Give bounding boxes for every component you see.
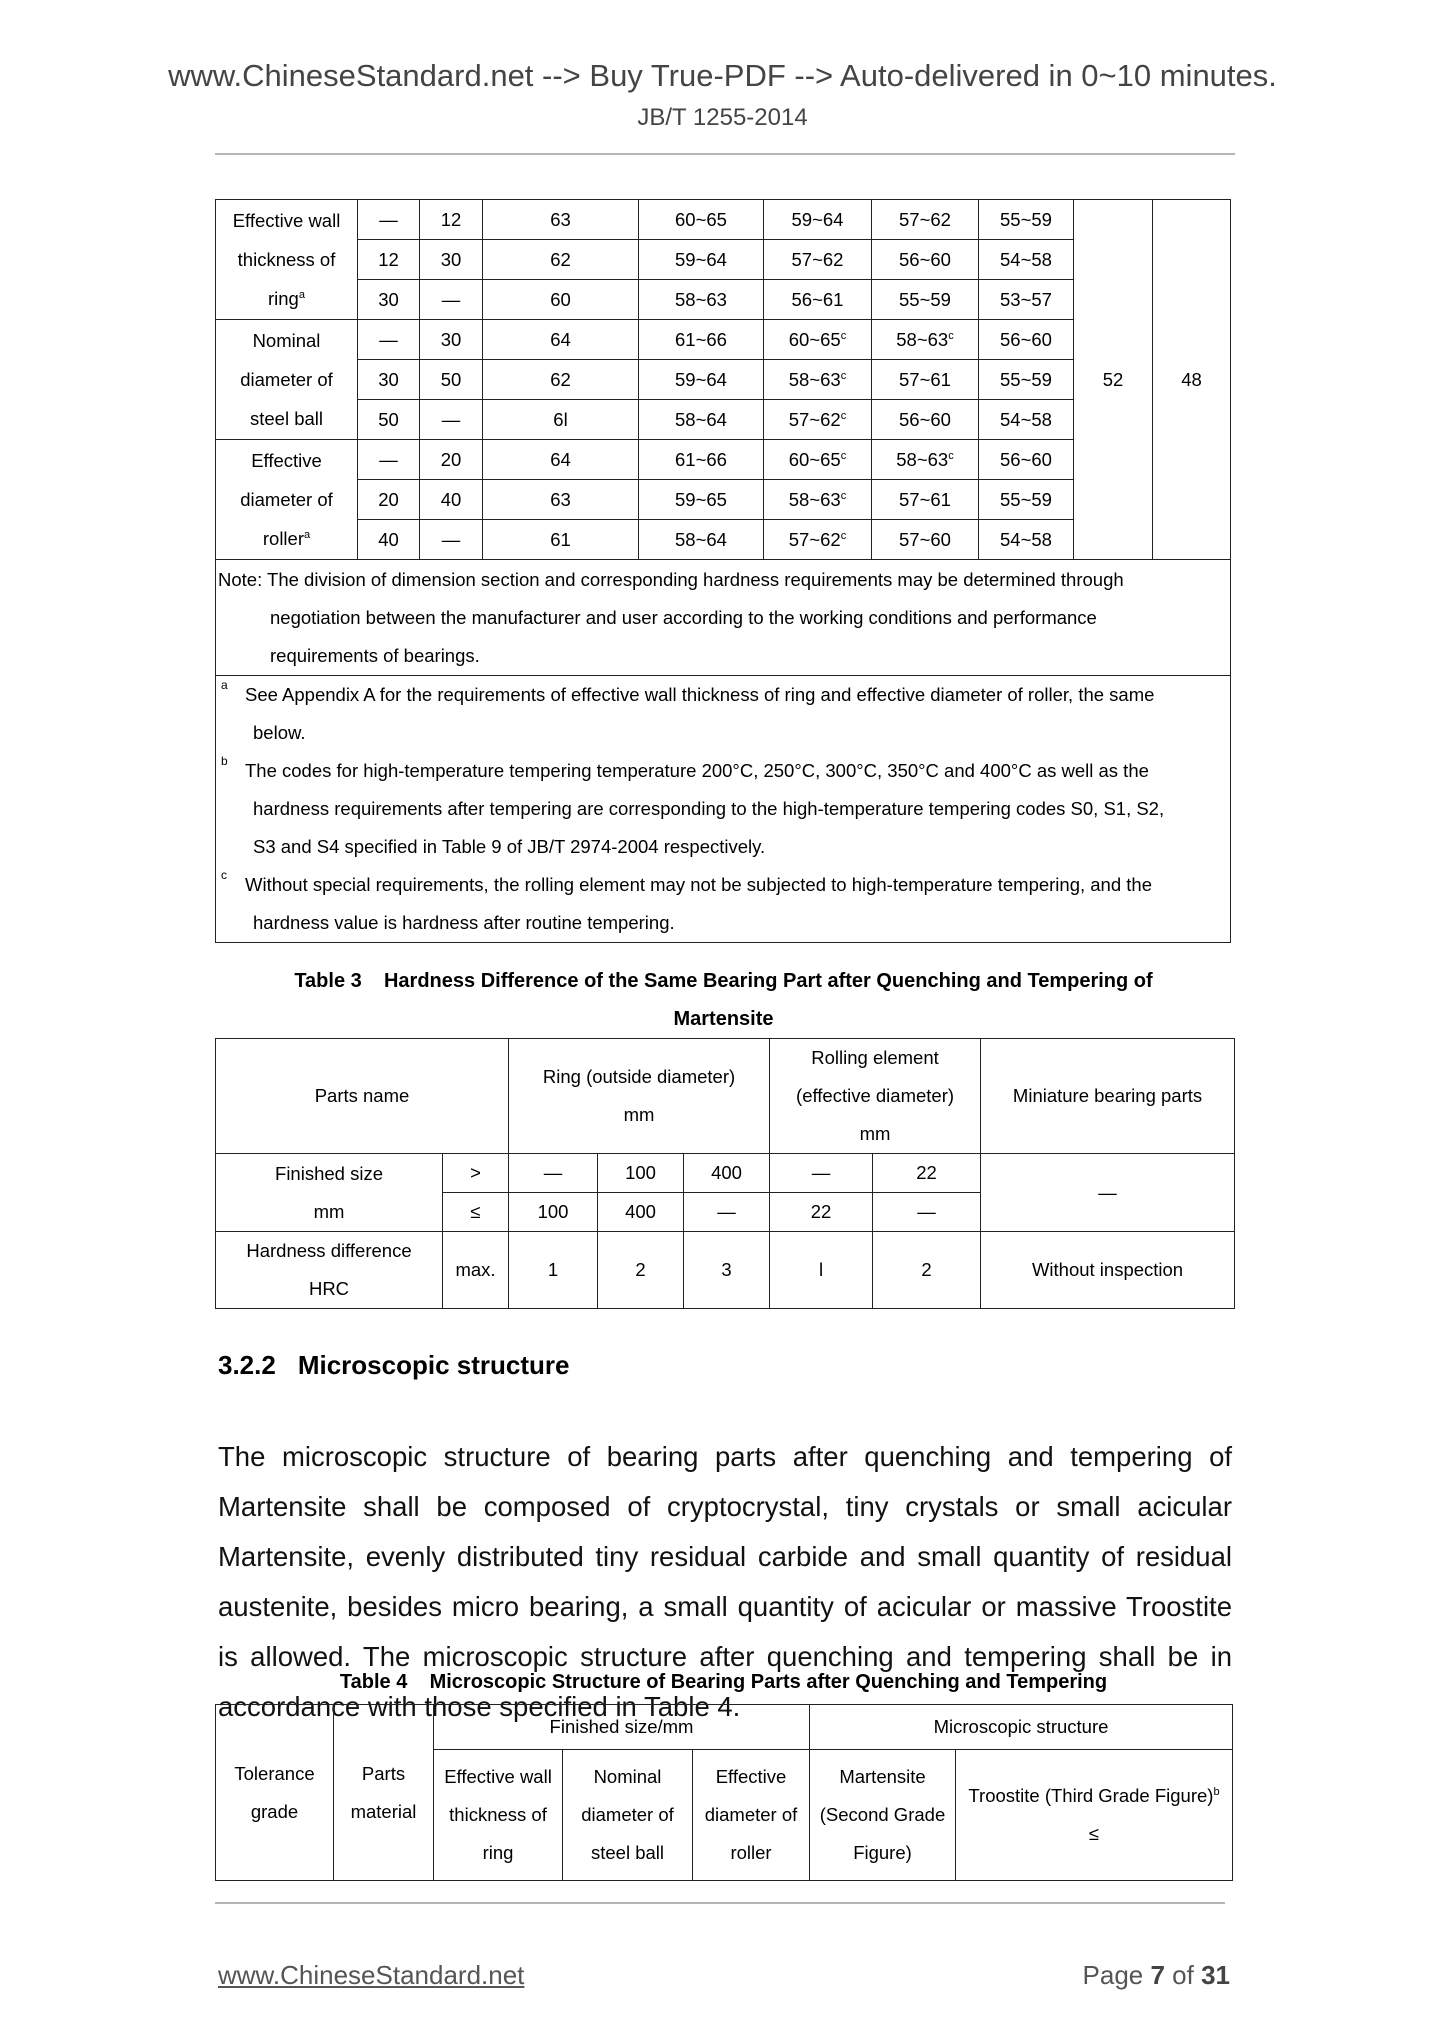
hardness-last-column: 48 <box>1153 200 1231 560</box>
footnote-line <box>218 752 1230 790</box>
size-upto: 40 <box>420 480 483 520</box>
value: 56~60 <box>899 249 951 270</box>
le-value: 100 <box>509 1193 598 1232</box>
header-troostite-symbol: ≤ <box>1088 1823 1100 1844</box>
value: 55~59 <box>899 289 951 310</box>
hardness-value: 3 <box>684 1232 770 1309</box>
hardness-200c: 58~64 <box>639 400 764 440</box>
hardness-200c: 61~66 <box>639 320 764 360</box>
value: 57~62 <box>788 409 841 430</box>
hardness-250c <box>764 280 872 320</box>
hardness-hrc: 61 <box>483 520 639 560</box>
value: 56~61 <box>791 289 844 310</box>
group-label-line: roller <box>262 528 304 549</box>
hardness-300c <box>872 480 979 520</box>
hardness-difference-table <box>215 1038 1235 1309</box>
footnote-line <box>218 904 1230 942</box>
miniature-size-value: — <box>981 1154 1235 1232</box>
footer-site-link[interactable]: www.ChineseStandard.net <box>218 1960 525 1990</box>
hardness-difference-line: Hardness difference <box>246 1240 412 1261</box>
hardness-350c: 54~58 <box>979 240 1074 280</box>
hardness-350c: 53~57 <box>979 280 1074 320</box>
gt-value: 100 <box>598 1154 684 1193</box>
footnote-text: hardness requirements after tempering are corresponding to the high-temperature tempering codes S0, S1, S2, <box>253 798 1165 819</box>
hardness-hrc: 64 <box>483 440 639 480</box>
header-ball-line: steel ball <box>590 1842 664 1863</box>
hardness-200c: 58~63 <box>639 280 764 320</box>
header-steel-ball <box>563 1750 693 1881</box>
hardness-350c: 55~59 <box>979 480 1074 520</box>
footnote-ref: c <box>840 369 847 382</box>
page-current: 7 <box>1150 1960 1165 1990</box>
note-line: Note: The division of dimension section and corresponding hardness requirements may be determined through <box>218 568 1124 590</box>
footnote-ref: c <box>840 489 847 502</box>
value: 57~62 <box>788 529 841 550</box>
gt-value: 400 <box>684 1154 770 1193</box>
footnote-line <box>218 866 1230 904</box>
section-paragraph: The microscopic structure of bearing parts after quenching and tempering of Martensite shall be composed of cryptocrystal, tiny crystals or small acicular Martensite, evenly distributed tiny residual carbide and small quantity of residual austenite, besides micro bearing, a small quantity of acicular or massive Troostite is allowed. The microscopic structure after quenching and tempering shall be in accordance with those specified in Table 4. <box>218 1441 1232 1722</box>
le-symbol: ≤ <box>443 1193 509 1232</box>
group-label-line: diameter of <box>240 489 333 510</box>
gt-symbol: > <box>443 1154 509 1193</box>
footnote-ref: c <box>840 449 847 462</box>
finished-size-unit: mm <box>313 1200 345 1222</box>
group-label-line: Nominal <box>252 330 321 351</box>
group-label-line: steel ball <box>249 408 323 429</box>
size-over: — <box>358 200 420 240</box>
header-finished-size: Finished size/mm <box>434 1705 810 1750</box>
header-ring-line: Ring (outside diameter) <box>542 1066 736 1087</box>
hardness-300c <box>872 200 979 240</box>
dimension-group-label <box>216 440 358 560</box>
header-wall-thickness <box>434 1750 563 1881</box>
header-divider <box>215 153 1235 155</box>
size-upto: — <box>420 520 483 560</box>
group-label-line: Effective <box>251 450 322 471</box>
footnote-ref: a <box>298 288 305 301</box>
header-martensite-line: (Second Grade <box>819 1804 946 1825</box>
hardness-300c <box>872 520 979 560</box>
hardness-200c: 59~64 <box>639 360 764 400</box>
footnote-text: See Appendix A for the requirements of effective wall thickness of ring and effective diameter of roller, the same <box>245 684 1155 705</box>
hardness-350c: 55~59 <box>979 200 1074 240</box>
header-tolerance-line: Tolerance <box>234 1762 315 1784</box>
hardness-350c: 54~58 <box>979 520 1074 560</box>
footnote-mark: c <box>221 868 227 882</box>
hardness-200c: 60~65 <box>639 200 764 240</box>
header-roller-line: roller <box>730 1842 772 1863</box>
hardness-200c: 59~65 <box>639 480 764 520</box>
group-label-line: Effective wall <box>232 210 341 231</box>
table3-caption-line1: Table 3 Hardness Difference of the Same Bearing Part after Quenching and Tempering of <box>294 970 1153 992</box>
header-ring <box>509 1039 770 1154</box>
value: 56~60 <box>899 409 951 430</box>
size-over: — <box>358 440 420 480</box>
footnotes-row <box>216 676 1231 943</box>
hardness-300c <box>872 400 979 440</box>
footnote-ref: c <box>840 529 847 542</box>
footnote-ref: a <box>304 528 311 541</box>
header-banner: www.ChineseStandard.net --> Buy True-PDF --> Auto-delivered in 0~10 minutes. <box>168 58 1277 93</box>
hardness-value: 1 <box>509 1232 598 1309</box>
note-line: requirements of bearings. <box>270 644 480 666</box>
footnote-mark: a <box>221 678 228 692</box>
standard-number: JB/T 1255-2014 <box>637 104 808 131</box>
header-rolling-line: (effective diameter) <box>796 1085 955 1106</box>
size-upto: 30 <box>420 240 483 280</box>
size-over: 40 <box>358 520 420 560</box>
size-over: — <box>358 320 420 360</box>
le-value: 400 <box>598 1193 684 1232</box>
header-microscopic-structure: Microscopic structure <box>810 1705 1233 1750</box>
header-miniature: Miniature bearing parts <box>981 1039 1235 1154</box>
header-wall-line: ring <box>482 1842 514 1863</box>
footnote-ref: c <box>948 329 954 342</box>
header-rolling-unit: mm <box>859 1123 891 1144</box>
header-material-line: Parts <box>361 1762 406 1784</box>
value: 57~61 <box>899 369 951 390</box>
hardness-hrc: 60 <box>483 280 639 320</box>
footnote-ref: c <box>840 409 847 422</box>
value: 58~63 <box>788 369 841 390</box>
table-note <box>216 560 1231 676</box>
value: 58~63 <box>896 329 949 350</box>
hardness-250c <box>764 400 872 440</box>
value: 57~61 <box>899 489 951 510</box>
value: 57~60 <box>899 529 951 550</box>
hardness-250c <box>764 480 872 520</box>
value: 57~62 <box>791 249 844 270</box>
size-over: 12 <box>358 240 420 280</box>
table3-caption-line2: Martensite <box>673 1008 774 1030</box>
hardness-300c <box>872 440 979 480</box>
hardness-250c <box>764 440 872 480</box>
footnote-line <box>218 828 1230 866</box>
finished-size-label <box>216 1154 443 1232</box>
size-upto: 50 <box>420 360 483 400</box>
miniature-hardness-value: Without inspection <box>981 1232 1235 1309</box>
footnote-ref: c <box>948 449 954 462</box>
header-troostite-line: Troostite (Third Grade Figure) <box>968 1785 1214 1806</box>
size-upto: 12 <box>420 200 483 240</box>
hardness-200c: 61~66 <box>639 440 764 480</box>
footnote-line <box>218 790 1230 828</box>
footnote-ref: b <box>1213 1785 1220 1798</box>
section-title: Microscopic structure <box>297 1350 570 1380</box>
hardness-hrc: 63 <box>483 200 639 240</box>
max-label: max. <box>443 1232 509 1309</box>
page-of: of <box>1164 1960 1202 1990</box>
hardness-value: l <box>770 1232 873 1309</box>
value: 60~65 <box>788 329 841 350</box>
hardness-250c <box>764 520 872 560</box>
finished-size-line: Finished size <box>275 1162 383 1184</box>
hardness-table-continued <box>215 199 1231 943</box>
hardness-200c: 59~64 <box>639 240 764 280</box>
page-total: 31 <box>1201 1960 1230 1990</box>
hardness-300c <box>872 240 979 280</box>
header-wall-line: thickness of <box>449 1804 547 1825</box>
le-value: — <box>684 1193 770 1232</box>
le-value: — <box>873 1193 981 1232</box>
size-over: 50 <box>358 400 420 440</box>
hardness-350c: 56~60 <box>979 320 1074 360</box>
value: 59~64 <box>791 209 844 230</box>
header-tolerance-grade <box>216 1705 334 1881</box>
page-indicator <box>1083 1960 1230 1991</box>
hardness-hrc: 64 <box>483 320 639 360</box>
header-ball-line: Nominal <box>593 1766 662 1787</box>
hardness-250c <box>764 200 872 240</box>
table3-caption <box>215 962 1232 1038</box>
value: 58~63 <box>788 489 841 510</box>
group-label-line: diameter of <box>240 369 333 390</box>
gt-value: — <box>770 1154 873 1193</box>
footnote-line <box>218 676 1230 714</box>
size-over: 30 <box>358 280 420 320</box>
hardness-250c <box>764 360 872 400</box>
header-roller <box>693 1750 810 1881</box>
hardness-hrc: 62 <box>483 240 639 280</box>
value: 57~62 <box>899 209 951 230</box>
size-upto: — <box>420 400 483 440</box>
hardness-hrc: 6l <box>483 400 639 440</box>
header-troostite <box>956 1750 1233 1881</box>
hardness-difference-unit: HRC <box>308 1278 350 1299</box>
size-over: 20 <box>358 480 420 520</box>
hardness-250c <box>764 320 872 360</box>
header-material-line: material <box>350 1800 417 1822</box>
header-roller-line: Effective <box>715 1766 787 1787</box>
header-ball-line: diameter of <box>581 1804 674 1825</box>
footnote-text: The codes for high-temperature tempering temperature 200°C, 250°C, 300°C, 350°C and 400°C as well as the <box>245 760 1149 781</box>
hardness-hrc: 63 <box>483 480 639 520</box>
footnote-line <box>218 714 1230 752</box>
note-row <box>216 560 1231 676</box>
note-line: negotiation between the manufacturer and user according to the working conditions and performance <box>270 606 1097 628</box>
hardness-value: 2 <box>598 1232 684 1309</box>
header-wall-line: Effective wall <box>444 1766 552 1787</box>
hardness-350c: 56~60 <box>979 440 1074 480</box>
footnote-text: hardness value is hardness after routine tempering. <box>253 912 675 933</box>
hardness-difference-label <box>216 1232 443 1309</box>
footnote-mark: b <box>221 754 228 768</box>
header-ring-unit: mm <box>623 1104 655 1125</box>
hardness-300c <box>872 280 979 320</box>
header-martensite-line: Figure) <box>853 1842 912 1863</box>
footnote-text: S3 and S4 specified in Table 9 of JB/T 2974-2004 respectively. <box>253 836 766 857</box>
hardness-250c <box>764 240 872 280</box>
header-rolling-line: Rolling element <box>811 1047 939 1068</box>
dimension-group-label <box>216 200 358 320</box>
hardness-hrc: 62 <box>483 360 639 400</box>
footer-divider <box>215 1902 1225 1904</box>
value: 58~63 <box>896 449 949 470</box>
footnote-ref: c <box>840 329 847 342</box>
size-upto: 20 <box>420 440 483 480</box>
gt-value: — <box>509 1154 598 1193</box>
hardness-400c: 52 <box>1074 200 1153 560</box>
le-value: 22 <box>770 1193 873 1232</box>
page-prefix: Page <box>1082 1960 1151 1990</box>
hardness-200c: 58~64 <box>639 520 764 560</box>
header-parts-material <box>334 1705 434 1881</box>
group-label-line: ring <box>268 288 299 309</box>
microscopic-structure-table <box>215 1704 1233 1881</box>
hardness-300c <box>872 360 979 400</box>
header-martensite-line: Martensite <box>839 1766 926 1787</box>
header-rolling-element <box>770 1039 981 1154</box>
section-number: 3.2.2 <box>218 1350 276 1380</box>
header-parts-name: Parts name <box>216 1039 509 1154</box>
hardness-300c <box>872 320 979 360</box>
gt-value: 22 <box>873 1154 981 1193</box>
table-footnotes <box>216 676 1231 943</box>
size-upto: — <box>420 280 483 320</box>
hardness-350c: 55~59 <box>979 360 1074 400</box>
header-tolerance-line: grade <box>250 1800 299 1822</box>
footnote-text: Without special requirements, the rolling element may not be subjected to high-temperature tempering, and the <box>245 874 1152 895</box>
value: 60~65 <box>788 449 841 470</box>
section-heading <box>218 1350 569 1381</box>
group-label-line: thickness of <box>237 249 336 270</box>
footnote-text: below. <box>253 722 306 743</box>
size-over: 30 <box>358 360 420 400</box>
dimension-group-label <box>216 320 358 440</box>
table-row <box>216 200 1231 240</box>
hardness-350c: 54~58 <box>979 400 1074 440</box>
hardness-value: 2 <box>873 1232 981 1309</box>
table4-caption: Table 4 Microscopic Structure of Bearing Parts after Quenching and Tempering <box>339 1671 1108 1693</box>
size-upto: 30 <box>420 320 483 360</box>
header-roller-line: diameter of <box>704 1804 798 1825</box>
header-martensite <box>810 1750 956 1881</box>
